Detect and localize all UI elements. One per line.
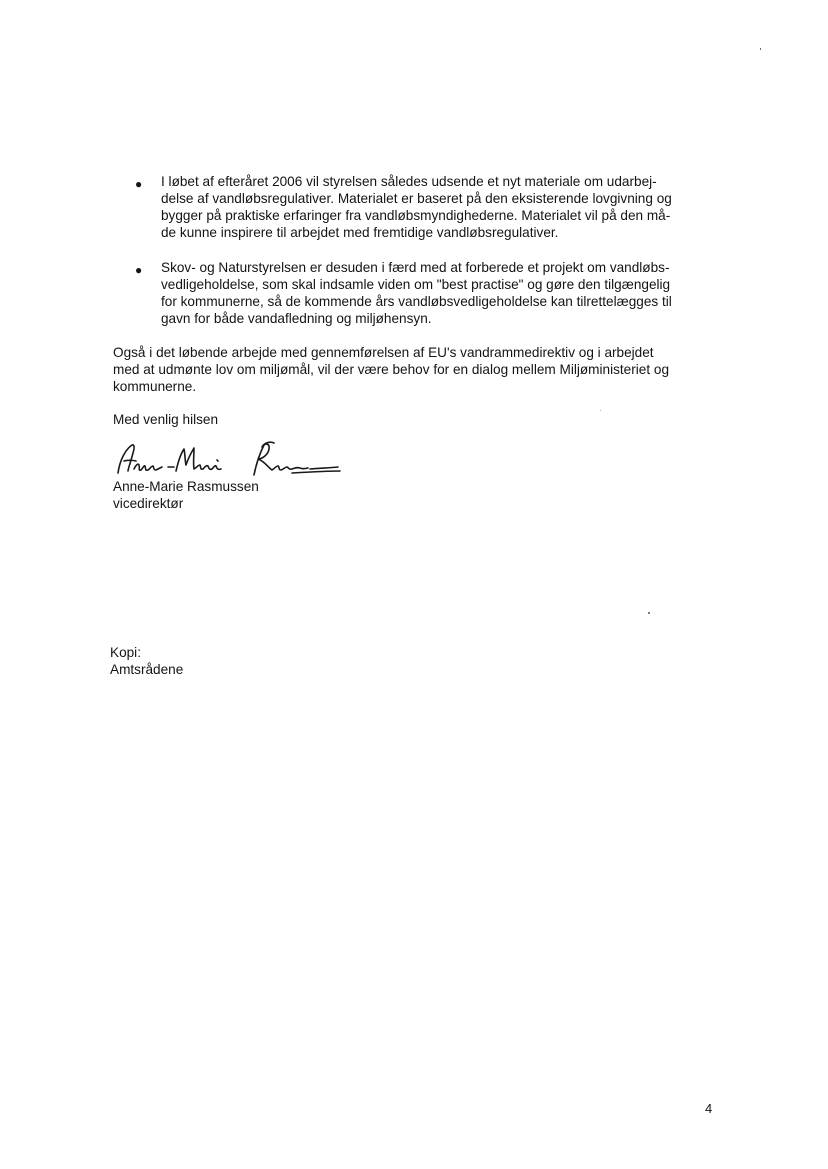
signatory-title: vicedirektør (113, 496, 184, 511)
bullet-1-line-4: de kunne inspirere til arbejdet med fremtidige vandløbsregulativer. (161, 225, 559, 240)
handwritten-signature (114, 439, 354, 483)
closing: Med venlig hilsen (113, 412, 219, 427)
paragraph-line-2: med at udmønte lov om miljømål, vil der være behov for en dialog mellem Miljøministeriet og (113, 362, 670, 377)
scan-speck (760, 48, 761, 50)
bullet-1-line-3: bygger på praktiske erfaringer fra vandløbsmyndighederne. Materialet vil på den må- (161, 208, 671, 223)
copy-recipient: Amtsrådene (110, 662, 184, 677)
page-number: 4 (705, 1101, 713, 1116)
bullet-2-line-4: gavn for både vandafledning og miljøhensyn. (161, 311, 432, 326)
bullet-marker: ● (135, 263, 143, 277)
scan-speck (600, 410, 601, 411)
bullet-2-line-3: for kommunerne, så de kommende års vandløbsvedligeholdelse kan tilrettelægges til (161, 294, 672, 309)
copy-label: Kopi: (110, 645, 141, 660)
bullet-1-line-2: delse af vandløbsregulativer. Materialet er baseret på den eksisterende lovgivning og (161, 191, 672, 206)
bullet-2-line-1: Skov- og Naturstyrelsen er desuden i færd med at forberede et projekt om vandløbs- (161, 260, 670, 275)
scan-speck (648, 612, 650, 614)
bullet-2-line-2: vedligeholdelse, som skal indsamle viden om "best practise" og gøre den tilgængelig (161, 277, 671, 292)
signatory-name: Anne-Marie Rasmussen (113, 479, 259, 494)
paragraph-line-3: kommunerne. (113, 379, 197, 394)
paragraph-line-1: Også i det løbende arbejde med gennemførelsen af EU's vandrammedirektiv og i arbejdet (113, 345, 654, 360)
bullet-1-line-1: I løbet af efteråret 2006 vil styrelsen således udsende et nyt materiale om udarbej- (161, 174, 657, 189)
bullet-marker: ● (135, 177, 143, 191)
